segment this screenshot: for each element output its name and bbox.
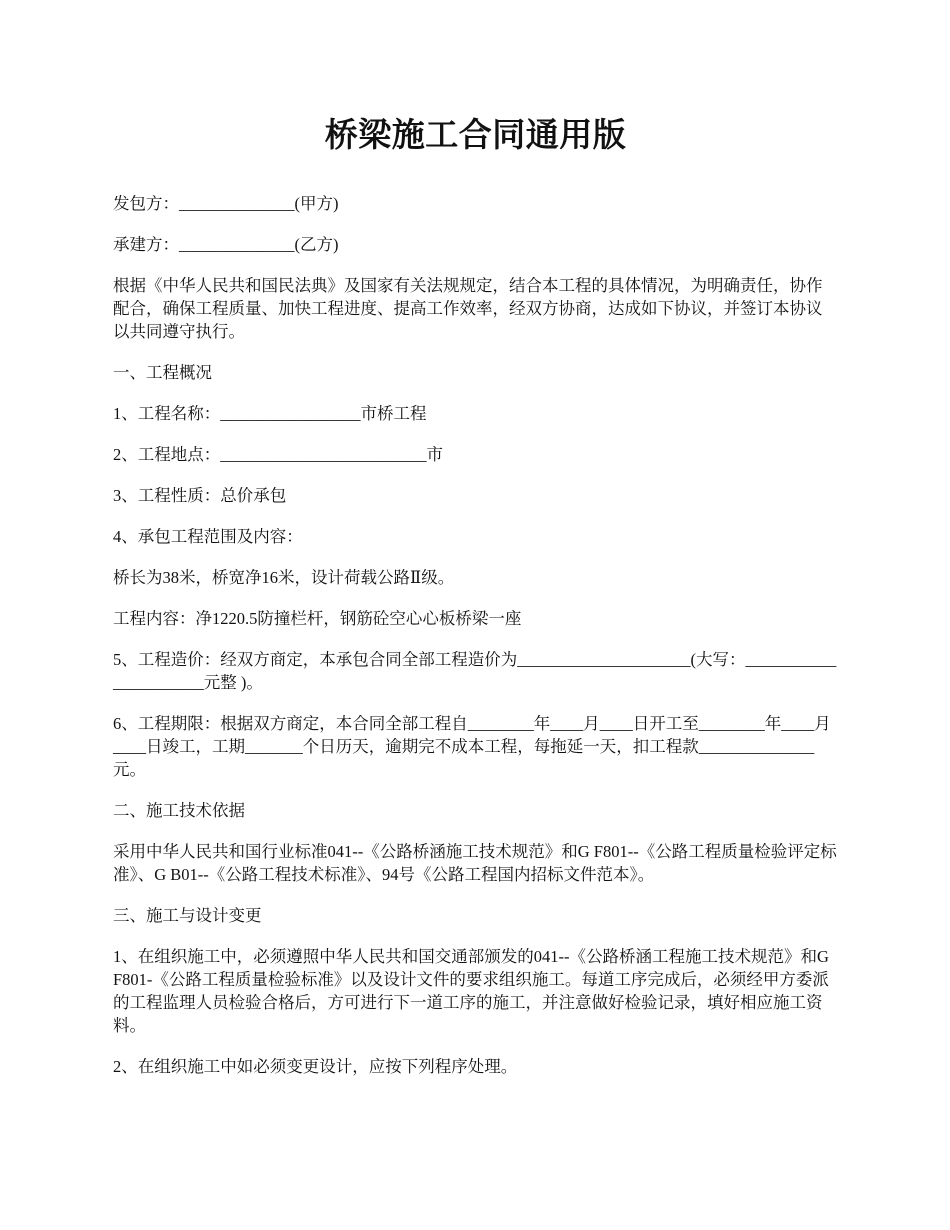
project-cost-paragraph: 5、工程造价：经双方商定，本承包合同全部工程造价为_____________________(大写：______________________元整 )。 — [113, 650, 837, 692]
project-scope-line: 4、承包工程范围及内容： — [113, 527, 303, 546]
project-name-line: 1、工程名称：_________________市桥工程 — [113, 404, 427, 423]
technical-standards-paragraph: 采用中华人民共和国行业标准041--《公路桥涵施工技术规范》和G F801--《公路工程质量检验评定标准》、G B01--《公路工程技术标准》、94号《公路工程国内招标文件范本》。 — [113, 842, 837, 884]
party-b-line: 承建方：______________(乙方) — [113, 235, 339, 254]
project-content-line: 工程内容：净1220.5防撞栏杆，钢筋砼空心心板桥梁一座 — [113, 609, 522, 628]
project-location-line: 2、工程地点：_________________________市 — [113, 445, 443, 464]
section-heading-design-changes: 三、施工与设计变更 — [113, 906, 262, 925]
construction-rules-paragraph: 1、在组织施工中，必须遵照中华人民共和国交通部颁发的041--《公路桥涵工程施工技术规范》和G F801-《公路工程质量检验标准》以及设计文件的要求组织施工。每道工序完成后，必须经甲方委派的工程监理人员检验合格后，方可进行下一道工序的施工，并注意做好检验记录，填好相应施工资料。 — [113, 947, 829, 1035]
document-title: 桥梁施工合同通用版 — [324, 118, 627, 154]
preamble-paragraph: 根据《中华人民共和国民法典》及国家有关法规规定，结合本工程的具体情况，为明确责任，协作配合，确保工程质量、加快工程进度、提高工作效率，经双方协商，达成如下协议，并签订本协议以共同遵守执行。 — [113, 276, 823, 341]
section-heading-technical-basis: 二、施工技术依据 — [113, 801, 245, 820]
project-nature-line: 3、工程性质：总价承包 — [113, 486, 287, 505]
section-heading-overview: 一、工程概况 — [113, 363, 212, 382]
party-a-line: 发包方：______________(甲方) — [113, 194, 339, 213]
design-change-paragraph: 2、在组织施工中如必须变更设计，应按下列程序处理。 — [113, 1057, 518, 1076]
bridge-spec-line: 桥长为38米，桥宽净16米，设计荷载公路Ⅱ级。 — [113, 568, 455, 587]
project-period-paragraph: 6、工程期限：根据双方商定，本合同全部工程自________年____月____日开工至________年____月____日竣工，工期_______个日历天，逾期完不成本工程，每拖延一天，扣工程款______________元。 — [113, 714, 831, 779]
